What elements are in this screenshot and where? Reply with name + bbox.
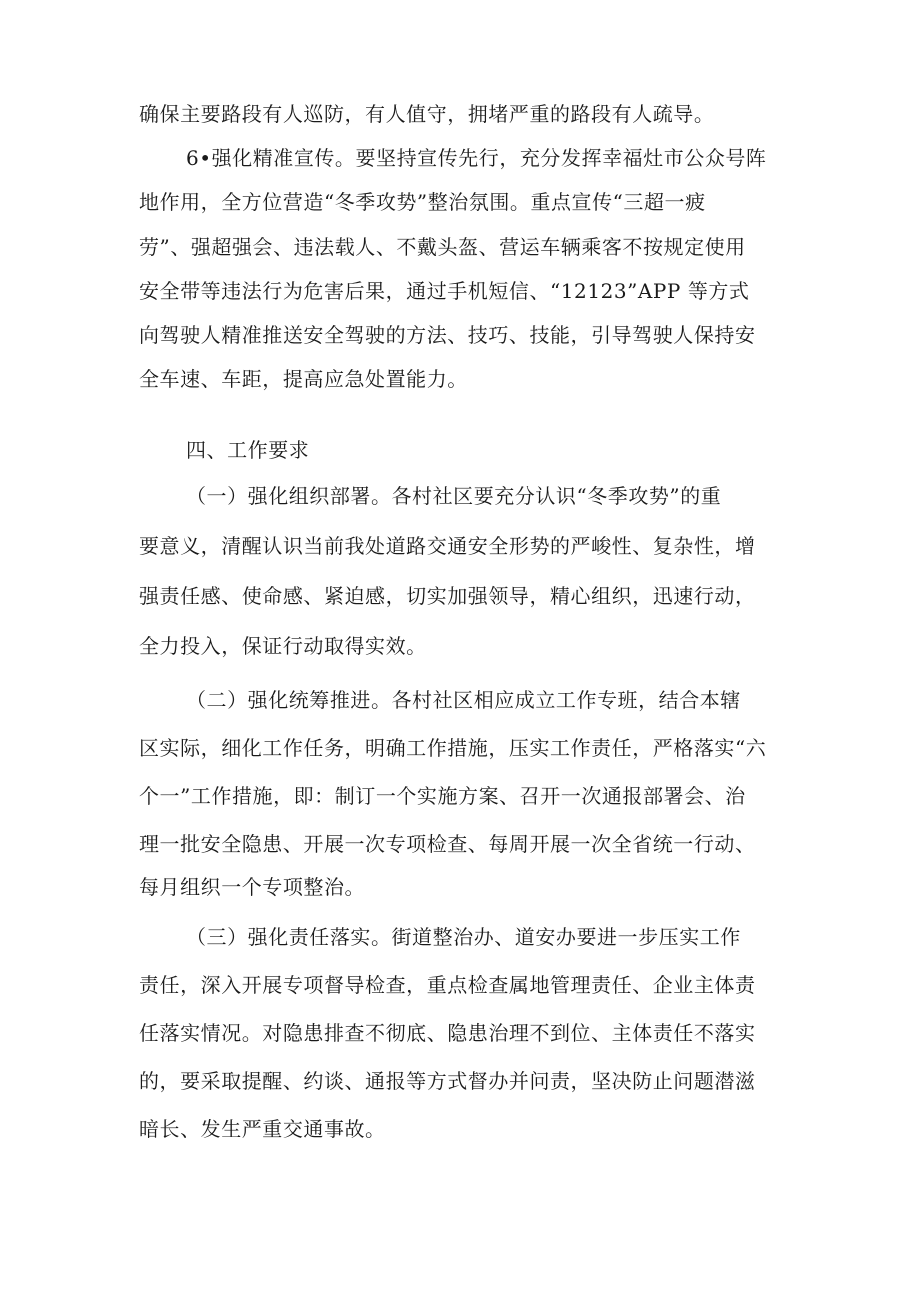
text-line: 的，要采取提醒、约谈、通报等方式督办并问责，坚决防止问题潜滋 — [139, 1069, 756, 1093]
text-line: 向驾驶人精准推送安全驾驶的方法、技巧、技能，引导驾驶人保持安 — [139, 323, 756, 347]
section-heading: 四、工作要求 — [186, 438, 310, 462]
text-line: 确保主要路段有人巡防，有人值守，拥堵严重的路段有人疏导。 — [139, 102, 715, 126]
text-line: 任落实情况。对隐患排查不彻底、隐患治理不到位、主体责任不落实 — [139, 1021, 756, 1045]
text-line: 暗长、发生严重交通事故。 — [139, 1117, 386, 1141]
text-line: 强责任感、使命感、紧迫感，切实加强领导，精心组织，迅速行动， — [139, 584, 756, 608]
text-line: 全力投入，保证行动取得实效。 — [139, 634, 427, 658]
paragraph-start: （三）强化责任落实。街道整治办、道安办要进一步压实工作 — [186, 925, 741, 949]
text-line: 劳”、强超强会、违法载人、不戴头盔、营运车辆乘客不按规定使用 — [139, 235, 746, 259]
paragraph-start: （二）强化统筹推进。各村社区相应成立工作专班，结合本辖 — [186, 688, 741, 712]
text-line: 地作用，全方位营造“冬季攻势”整治氛围。重点宣传“三超一疲 — [139, 190, 706, 214]
text-line: 全车速、车距，提高应急处置能力。 — [139, 367, 468, 391]
paragraph-start: 6•强化精准宣传。要坚持宣传先行，充分发挥幸福灶市公众号阵 — [186, 146, 767, 170]
text-line: 责任，深入开展专项督导检查，重点检查属地管理责任、企业主体责 — [139, 973, 756, 997]
text-line: 理一批安全隐患、开展一次专项检查、每周开展一次全省统一行动、 — [139, 832, 756, 856]
text-line: 要意义，清醒认识当前我处道路交通安全形势的严峻性、复杂性，增 — [139, 534, 756, 558]
paragraph-start: （一）强化组织部署。各村社区要充分认识“冬季攻势”的重 — [186, 484, 722, 508]
text-line: 安全带等违法行为危害后果，通过手机短信、“12123”APP 等方式 — [139, 279, 750, 303]
text-line: 区实际，细化工作任务，明确工作措施，压实工作责任，严格落实“六 — [139, 736, 767, 760]
text-line: 个一”工作措施，即：制订一个实施方案、召开一次通报部署会、治 — [139, 784, 746, 808]
text-line: 每月组织一个专项整治。 — [139, 875, 366, 899]
